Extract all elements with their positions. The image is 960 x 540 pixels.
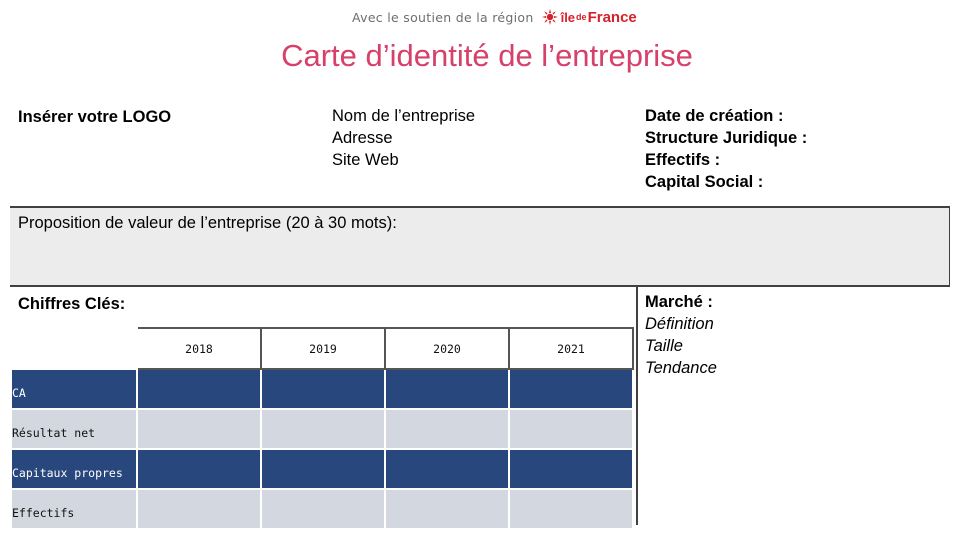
market-size: Taille <box>645 337 683 355</box>
table-cell[interactable] <box>137 369 261 409</box>
key-figures-label: Chiffres Clés: <box>18 295 126 313</box>
company-address: Adresse <box>332 129 393 147</box>
company-name: Nom de l’entreprise <box>332 107 476 125</box>
market-definition: Définition <box>645 315 714 333</box>
value-proposition-box <box>10 206 950 287</box>
table-cell[interactable] <box>261 409 385 449</box>
year-header: 2021 <box>509 328 633 369</box>
legal-structure-label: Structure Juridique : <box>645 129 808 147</box>
column-divider <box>636 287 638 525</box>
table-cell[interactable] <box>137 449 261 489</box>
key-figures-table <box>10 327 634 530</box>
legal-info <box>645 105 807 193</box>
company-info <box>332 105 475 171</box>
region-logo-part3: France <box>587 8 637 26</box>
value-proposition-label: Proposition de valeur de l’entreprise (20 à 30 mots): <box>18 214 397 232</box>
table-row <box>11 449 633 489</box>
table-cell[interactable] <box>509 449 633 489</box>
row-label: Effectifs <box>11 489 137 529</box>
table-cell[interactable] <box>261 369 385 409</box>
table-cell[interactable] <box>509 489 633 529</box>
row-label: Capitaux propres <box>11 449 137 489</box>
region-logo-part1: île <box>560 9 576 25</box>
table-row <box>11 489 633 529</box>
table-cell[interactable] <box>137 409 261 449</box>
creation-date-label: Date de création : <box>645 107 784 125</box>
table-cell[interactable] <box>385 489 509 529</box>
logo-placeholder-label: Insérer votre LOGO <box>18 108 172 126</box>
sponsor-text: Avec le soutien de la région <box>352 9 534 25</box>
share-capital-label: Capital Social : <box>645 173 764 191</box>
table-cell[interactable] <box>261 489 385 529</box>
table-row <box>11 369 633 409</box>
table-header-row <box>11 328 633 369</box>
row-label: Résultat net <box>11 409 137 449</box>
market-section <box>645 291 717 379</box>
headcount-label: Effectifs : <box>645 151 721 169</box>
table-corner-cell <box>11 328 137 369</box>
year-header: 2020 <box>385 328 509 369</box>
table-cell[interactable] <box>509 409 633 449</box>
market-trend: Tendance <box>645 359 717 377</box>
market-title: Marché : <box>645 293 713 311</box>
table-cell[interactable] <box>261 449 385 489</box>
table-cell[interactable] <box>385 369 509 409</box>
sponsor-banner <box>352 8 637 26</box>
company-website: Site Web <box>332 151 399 169</box>
page-title: Carte d’identité de l’entreprise <box>281 38 693 73</box>
year-header: 2018 <box>137 328 261 369</box>
table-cell[interactable] <box>385 409 509 449</box>
table-cell[interactable] <box>509 369 633 409</box>
region-logo <box>542 9 637 26</box>
region-logo-part2: de <box>576 12 587 22</box>
year-header: 2019 <box>261 328 385 369</box>
table-cell[interactable] <box>385 449 509 489</box>
table-cell[interactable] <box>137 489 261 529</box>
row-label: CA <box>11 369 137 409</box>
table-row <box>11 409 633 449</box>
sun-star-icon <box>542 9 558 25</box>
